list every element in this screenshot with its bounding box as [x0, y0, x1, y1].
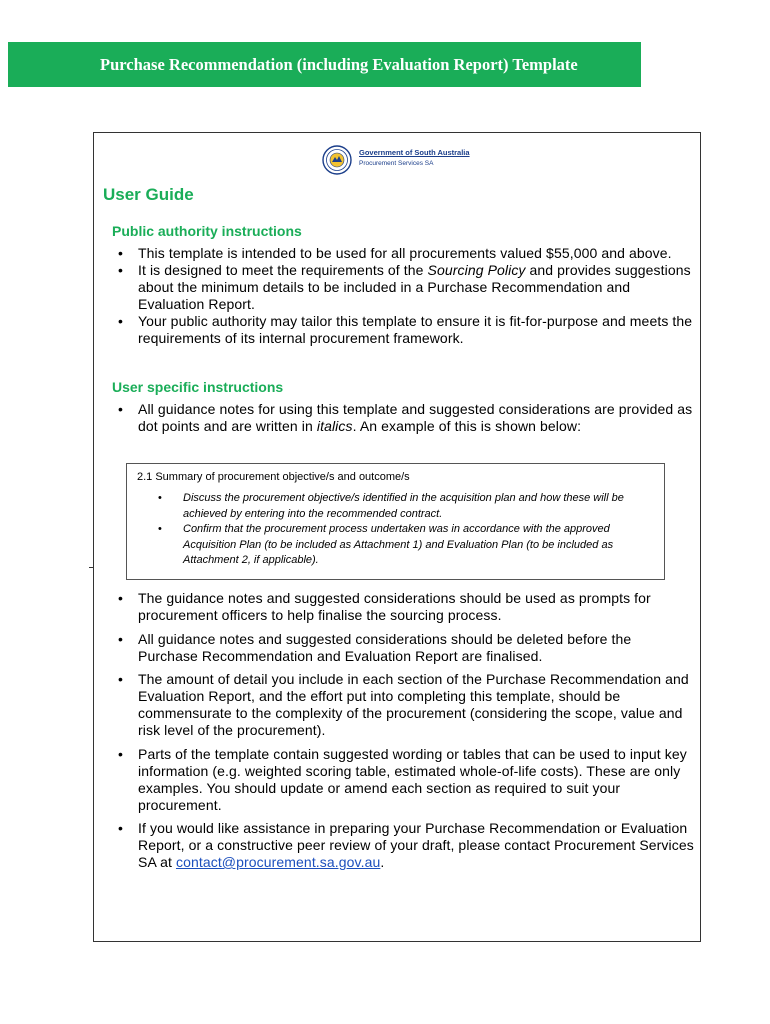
list-item: • It is designed to meet the requirements of the Sourcing Policy and provides suggestions about the minimum details to be included in a Purchase Recommendation and Evaluation Report.: [112, 262, 694, 313]
list-item: • Discuss the procurement objective/s identified in the acquisition plan and how these will be achieved by entering into the recommended contract.: [157, 491, 647, 522]
list-item: • If you would like assistance in preparing your Purchase Recommendation or Evaluation Report, or a constructive peer review of your draft, please contact Procurement Services SA at contact@procurement.sa.gov.au.: [112, 820, 694, 871]
list-item: • This template is intended to be used for all procurements valued $55,000 and above.: [112, 245, 694, 262]
document-title-banner: [8, 42, 641, 87]
guidance-example-box: [126, 463, 665, 580]
example-guidance-list: [157, 491, 647, 569]
user-instructions-list: [112, 590, 694, 878]
list-item: • All guidance notes for using this template and suggested considerations are provided as dot points and are written in italics. An example of this is shown below:: [112, 401, 694, 435]
list-item: • Your public authority may tailor this template to ensure it is fit-for-purpose and meets the requirements of its internal procurement framework.: [112, 313, 694, 347]
user-guide-title: User Guide: [103, 185, 194, 204]
list-item: • Parts of the template contain suggested wording or tables that can be used to input key information (e.g. weighted scoring table, estimated whole-of-life costs). These are only examples. You should update or amend each section as required to suit your procurement.: [112, 746, 694, 814]
logo-unit-name: Procurement Services SA: [359, 160, 434, 167]
user-intro-list: [112, 401, 694, 435]
state-seal-icon: [322, 145, 352, 175]
contact-email-link[interactable]: contact@procurement.sa.gov.au: [175, 854, 381, 870]
public-authority-heading: Public authority instructions: [112, 223, 302, 239]
public-instructions-list: [112, 245, 694, 347]
list-item: • Confirm that the procurement process undertaken was in accordance with the approved Acquisition Plan (to be included as Attachment 1) and Evaluation Plan (to be included as Attachment 2, if applicable).: [157, 522, 647, 569]
frame-tick-mark: [89, 567, 94, 568]
document-title: Purchase Recommendation (including Evaluation Report) Template: [100, 55, 578, 74]
example-section-heading: 2.1 Summary of procurement objective/s and outcome/s: [137, 471, 410, 483]
list-item: • All guidance notes and suggested considerations should be deleted before the Purchase Recommendation and Evaluation Report are finalised.: [112, 631, 694, 665]
list-item: • The guidance notes and suggested considerations should be used as prompts for procurement officers to help finalise the sourcing process.: [112, 590, 694, 624]
list-item: • The amount of detail you include in each section of the Purchase Recommendation and Evaluation Report, and the effort put into completing this template, should be commensurate to the complexity of the procurement (considering the scope, value and risk level of the procurement).: [112, 671, 694, 739]
user-specific-heading: User specific instructions: [112, 379, 284, 395]
logo-organisation-name: Government of South Australia: [359, 148, 470, 157]
